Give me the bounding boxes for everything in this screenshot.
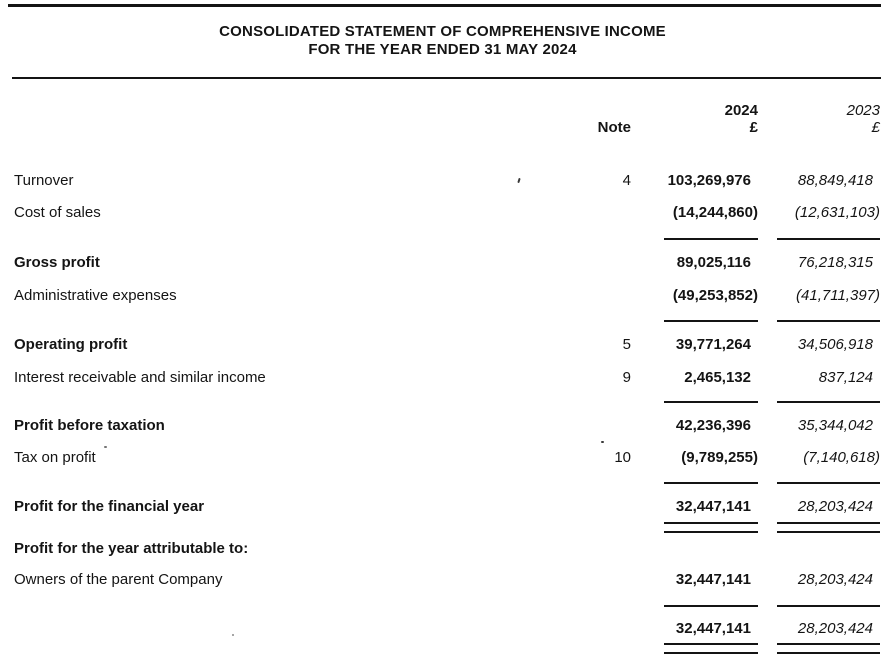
value-2024: 103,269,976 — [667, 172, 751, 189]
total-double-rule-2024 — [664, 522, 758, 533]
table-row-profit-for-year — [0, 497, 885, 516]
subtotal-rule-2024 — [664, 238, 758, 240]
note-ref: 5 — [622, 336, 631, 353]
row-label: Cost of sales — [14, 204, 101, 221]
row-label: Profit for the financial year — [14, 498, 205, 515]
page-title-line2: FOR THE YEAR ENDED 31 MAY 2024 — [308, 41, 577, 58]
subtotal-rule-2023 — [777, 238, 880, 240]
table-row-tax-on-profit — [0, 448, 885, 467]
currency-symbol-2023: £ — [871, 119, 880, 136]
currency-symbol-2024: £ — [749, 119, 758, 136]
table-row-attributable-heading — [0, 539, 885, 558]
value-2024: 32,447,141 — [675, 620, 751, 637]
table-row-admin-expenses — [0, 286, 885, 305]
value-2024: 32,447,141 — [675, 571, 751, 588]
total-double-rule-2023 — [777, 522, 880, 533]
row-label: Owners of the parent Company — [14, 571, 223, 588]
value-2023: (41,711,397) — [796, 287, 880, 304]
subtotal-rule-2024 — [664, 605, 758, 607]
row-label: Profit before taxation — [14, 417, 165, 434]
value-2023: 28,203,424 — [797, 620, 873, 637]
subtotal-rule-2024 — [664, 320, 758, 322]
row-label: Administrative expenses — [14, 287, 177, 304]
value-2024: 32,447,141 — [675, 498, 751, 515]
column-header-2024: 2024 — [724, 102, 758, 119]
total-double-rule-2024 — [664, 643, 758, 654]
value-2024: 89,025,116 — [676, 254, 751, 271]
subtotal-rule-2024 — [664, 401, 758, 403]
table-row-turnover — [0, 171, 885, 190]
scan-speck — [104, 446, 107, 448]
table-row-owners-parent — [0, 570, 885, 589]
value-2023: (7,140,618) — [803, 449, 880, 466]
value-2023: 837,124 — [818, 369, 873, 386]
table-row-interest-receivable — [0, 368, 885, 387]
value-2023: (12,631,103) — [794, 204, 880, 221]
row-label: Turnover — [14, 172, 74, 189]
note-ref: 10 — [614, 449, 631, 466]
value-2024: (14,244,860) — [672, 204, 758, 221]
note-ref: 4 — [622, 172, 631, 189]
table-row-gross-profit — [0, 253, 885, 272]
value-2024: 2,465,132 — [684, 369, 751, 386]
row-label: Gross profit — [14, 254, 100, 271]
column-header-note: Note — [597, 119, 631, 136]
value-2024: 39,771,264 — [675, 336, 751, 353]
title-underline-rule — [12, 77, 881, 79]
table-row-cost-of-sales — [0, 203, 885, 222]
value-2023: 34,506,918 — [797, 336, 873, 353]
subtotal-rule-2023 — [777, 320, 880, 322]
column-header-units — [0, 118, 885, 137]
table-row-profit-before-tax — [0, 416, 885, 435]
scan-speck — [601, 441, 604, 443]
page-title-line1: CONSOLIDATED STATEMENT OF COMPREHENSIVE INCOME — [219, 23, 666, 40]
value-2024: (9,789,255) — [681, 449, 758, 466]
value-2023: 88,849,418 — [797, 172, 873, 189]
total-double-rule-2023 — [777, 643, 880, 654]
top-border-rule — [8, 4, 881, 7]
subtotal-rule-2024 — [664, 482, 758, 484]
table-row-attributable-total — [0, 619, 885, 638]
value-2023: 35,344,042 — [797, 417, 873, 434]
subtotal-rule-2023 — [777, 605, 880, 607]
note-ref: 9 — [622, 369, 631, 386]
row-label: Interest receivable and similar income — [14, 369, 266, 386]
value-2024: 42,236,396 — [675, 417, 751, 434]
subtotal-rule-2023 — [777, 482, 880, 484]
page-title — [0, 23, 885, 59]
value-2024: (49,253,852) — [672, 287, 758, 304]
subtotal-rule-2023 — [777, 401, 880, 403]
scan-speck — [232, 634, 234, 636]
row-label: Profit for the year attributable to: — [14, 540, 249, 557]
row-label: Operating profit — [14, 336, 128, 353]
column-header-2023: 2023 — [846, 102, 880, 119]
value-2023: 28,203,424 — [797, 571, 873, 588]
value-2023: 76,218,315 — [797, 254, 873, 271]
table-row-operating-profit — [0, 335, 885, 354]
value-2023: 28,203,424 — [797, 498, 873, 515]
row-label: Tax on profit — [14, 449, 96, 466]
